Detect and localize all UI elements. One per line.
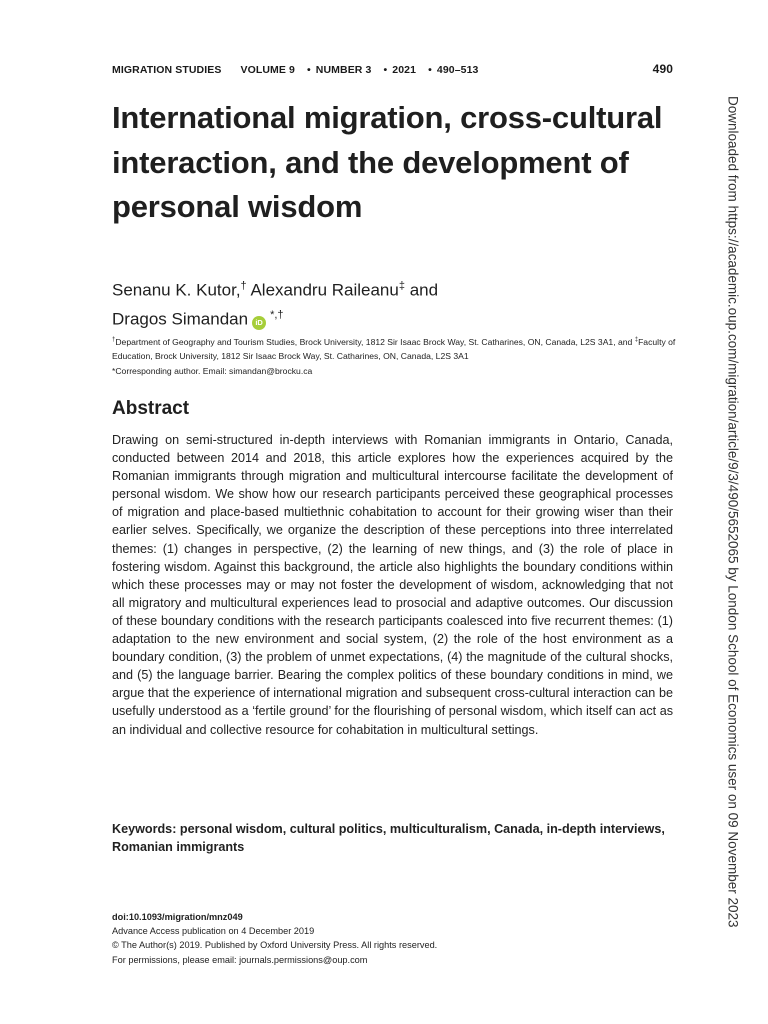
affiliation-mark: ‡ — [634, 337, 639, 343]
author-name[interactable]: Dragos Simandan — [112, 309, 249, 329]
separator-dot: • — [428, 64, 432, 76]
permissions-note: For permissions, please email: journals.permissions@oup.com — [112, 954, 368, 965]
copyright-note: © The Author(s) 2019. Published by Oxford University Press. All rights reserved. — [112, 940, 438, 951]
affiliations — [112, 333, 677, 378]
orcid-icon[interactable]: iD — [252, 316, 266, 330]
keywords: Keywords: personal wisdom, cultural politics, multiculturalism, Canada, in-depth interviews, Romanian immigrants — [112, 822, 665, 854]
volume: VOLUME 9 — [240, 64, 295, 76]
year: 2021 — [392, 64, 417, 76]
affiliation-text: Faculty of Education, Brock University, 1812 Sir Isaac Brock Way, St. Catharines, ON, Canada, L2S 3A1 — [112, 336, 676, 362]
separator-dot: • — [383, 64, 388, 76]
abstract-body: Drawing on semi-structured in-depth interviews with Romanian immigrants in Ontario, Canada, conducted between 2014 and 2018, this article explores how the experiences acquired by the Romanian immigrants through migration and multicultural intercourse facilitate the development of personal wisdom. We show how our research participants perceived these geographical processes of migration and place-based multiethnic cohabitation to account for their growing wiser than their earlier selves. Specifically, we organize the description of these perceptions into three interrelated themes: (1) changes in perspective, (2) the learning of new things, and (3) the role of place in fostering wisdom. Against this background, the article also highlights the boundary conditions within which these processes may or may not foster the development of wisdom, acknowledging that not all migratory and multicultural experiences lead to prosocial and adaptive outcomes. Our discussion of these boundary conditions with the research participants coalesced into five recurrent themes: (1) adaptation to the new environment and social system, (2) the role of the host environment as a boundary condition, (3) the problem of unmet expectations, (4) the magnitude of the cultural shocks, and (5) the language barrier. Bearing the complex politics of these boundary conditions in mind, we argue that the experience of international migration and subsequent cross-cultural interaction can be usefully understood as a ‘fertile ground’ for the flourishing of personal wisdom, which itself can act as an individual and collective resource for cohabitation in multicultural settings. — [112, 433, 673, 737]
journal-name: MIGRATION STUDIES — [112, 64, 222, 76]
affiliation-mark: † — [112, 337, 116, 343]
author-list — [112, 274, 672, 331]
issue-number: NUMBER 3 — [315, 64, 372, 76]
author-name[interactable]: Alexandru Raileanu — [250, 280, 399, 300]
page-range: 490–513 — [436, 64, 479, 76]
affiliation-mark: † — [240, 280, 247, 292]
affiliation-text: Department of Geography and Tourism Studies, Brock University, 1812 Sir Isaac Brock Way, St. Catharines, ON, Canada, L2S 3A1, and — [115, 336, 633, 347]
article-title: International migration, cross-cultural interaction, and the development of personal wisdom — [112, 100, 663, 224]
page-number: 490 — [652, 62, 673, 76]
publication-footer — [112, 910, 673, 967]
affiliation-mark: ‡ — [398, 280, 405, 292]
affiliation-mark: *,† — [270, 308, 284, 321]
journal-info — [112, 64, 480, 76]
doi-link[interactable]: doi:10.1093/migration/mnz049 — [112, 912, 243, 922]
running-header — [112, 62, 673, 76]
separator-dot: • — [306, 64, 311, 76]
author-conjunction: and — [409, 280, 439, 300]
advance-access-note: Advance Access publication on 4 December 2019 — [112, 926, 315, 937]
download-watermark: Downloaded from https://academic.oup.com/migration/article/9/3/490/5652065 by London School of Economics user on 09 November 2023 — [725, 96, 741, 928]
corresponding-author: *Corresponding author. Email: simandan@brocku.ca — [112, 365, 313, 376]
abstract-heading: Abstract — [112, 398, 190, 419]
author-name[interactable]: Senanu K. Kutor, — [112, 280, 241, 300]
